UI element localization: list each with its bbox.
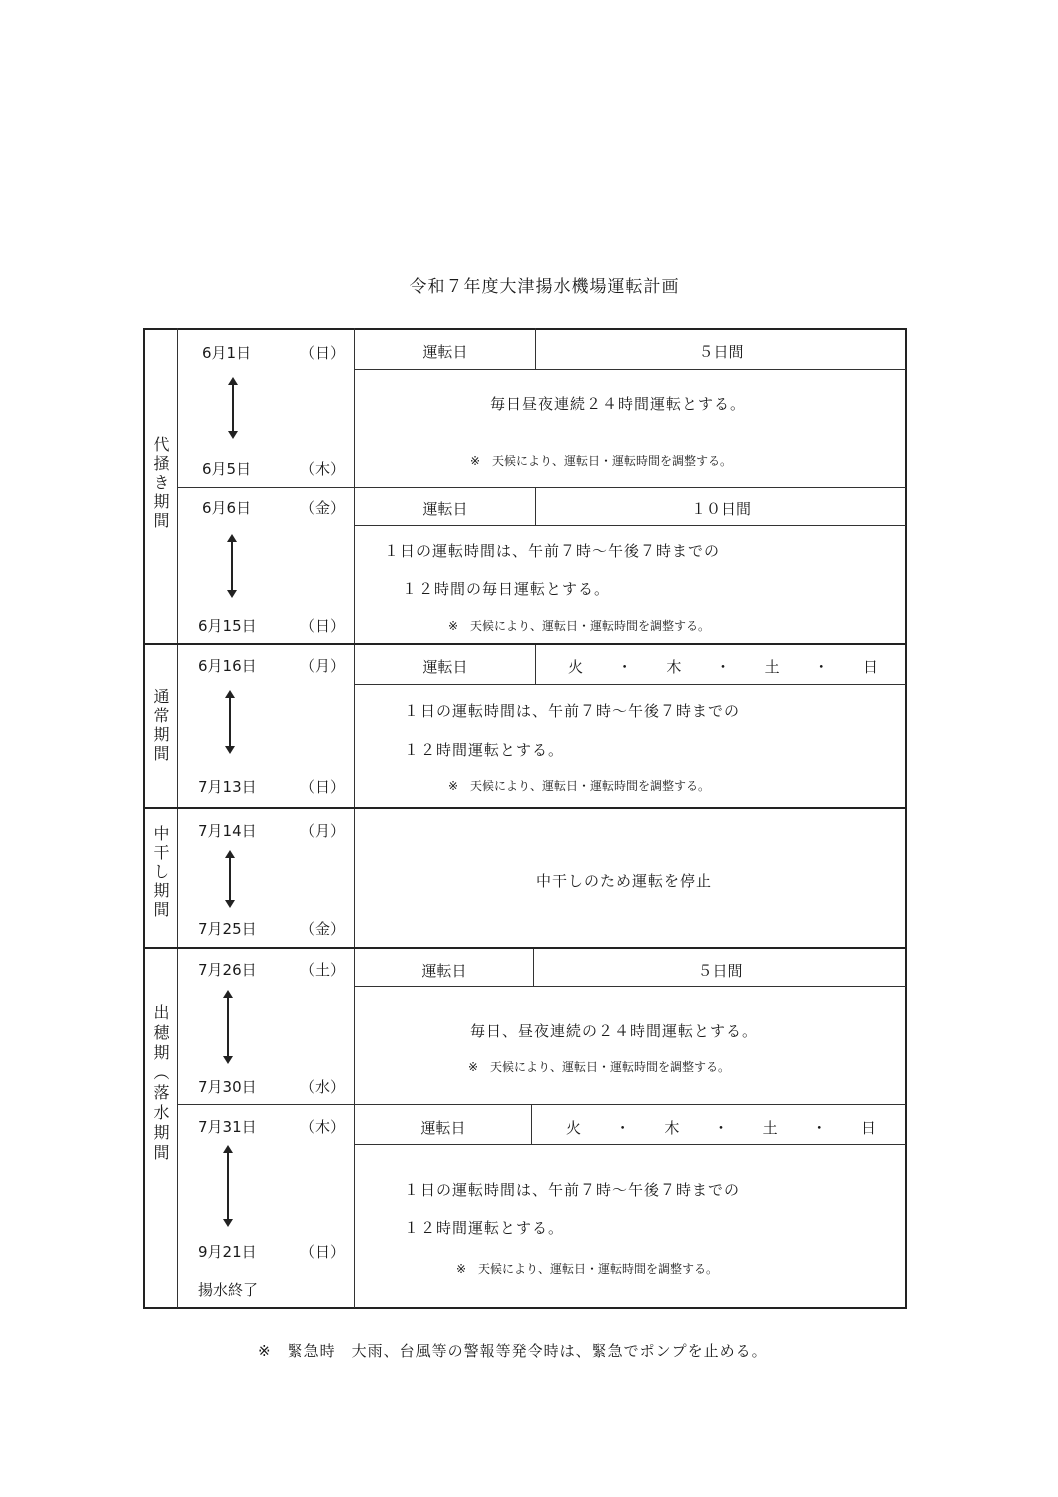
start-weekday: （金） <box>300 499 346 517</box>
period-range-arrow <box>224 850 236 908</box>
end-date: 7月30日 <box>198 1078 257 1096</box>
operation-days-label: 運転日 <box>421 962 467 980</box>
weekday-tue: 火 <box>566 1119 582 1137</box>
end-date: 6月5日 <box>202 460 252 478</box>
period-divider <box>143 947 907 949</box>
end-weekday: （日） <box>300 617 346 635</box>
end-date: 6月15日 <box>198 617 257 635</box>
weekday-separator: ・ <box>713 1119 729 1137</box>
period-label: 通常期間 <box>151 688 170 764</box>
operation-description: １日の運転時間は、午前７時～午後７時までの <box>384 542 721 560</box>
end-date: 7月13日 <box>198 778 257 796</box>
weekday-thu: 木 <box>664 1119 680 1137</box>
weekday-sun: 日 <box>862 658 878 676</box>
period-divider <box>143 643 907 645</box>
table-border-bottom <box>143 1307 907 1309</box>
start-weekday: （土） <box>300 961 346 979</box>
start-date: 7月14日 <box>198 822 257 840</box>
weekday-separator: ・ <box>617 658 633 676</box>
header-col-divider <box>535 645 536 684</box>
operation-description: １２時間の毎日運転とする。 <box>402 580 611 598</box>
operation-description: 毎日、昼夜連続の２４時間運転とする。 <box>470 1022 759 1040</box>
table-border-right <box>905 328 907 1309</box>
period-range-arrow <box>224 690 236 754</box>
weekday-separator: ・ <box>811 1119 827 1137</box>
operation-days-label: 運転日 <box>422 343 468 361</box>
start-date: 6月1日 <box>202 344 252 362</box>
operation-days-label: 運転日 <box>422 658 468 676</box>
period-divider <box>143 807 907 809</box>
end-weekday: （木） <box>300 460 346 478</box>
period-range-arrow <box>226 534 238 598</box>
weekday-thu: 木 <box>666 658 682 676</box>
weekday-sun: 日 <box>860 1119 876 1137</box>
weather-note: ※ 天候により、運転日・運転時間を調整する。 <box>470 454 733 468</box>
start-date: 6月6日 <box>202 499 252 517</box>
start-weekday: （木） <box>300 1118 346 1136</box>
weekday-separator: ・ <box>715 658 731 676</box>
table-border-top <box>143 328 907 330</box>
weekday-sat: 土 <box>764 658 780 676</box>
operation-description: １２時間運転とする。 <box>404 1219 565 1237</box>
period-label: 出穂期（落水期間 <box>151 1004 170 1164</box>
start-date: 7月26日 <box>198 961 257 979</box>
header-divider <box>354 369 906 370</box>
operation-days-value: ５日間 <box>697 962 743 980</box>
weekday-sat: 土 <box>762 1119 778 1137</box>
end-weekday: （日） <box>300 778 346 796</box>
operation-days-value: １０日間 <box>690 500 751 518</box>
operation-description: １２時間運転とする。 <box>404 741 565 759</box>
period-label: 代掻き期間 <box>151 436 170 531</box>
header-col-divider <box>531 1105 532 1144</box>
weather-note: ※ 天候により、運転日・運転時間を調整する。 <box>456 1262 719 1276</box>
operation-days-label: 運転日 <box>420 1119 466 1137</box>
page-title: 令和７年度大津揚水機場運転計画 <box>409 277 680 297</box>
row-divider <box>177 487 906 488</box>
weather-note: ※ 天候により、運転日・運転時間を調整する。 <box>468 1060 731 1074</box>
weekday-tue: 火 <box>568 658 584 676</box>
header-divider <box>354 986 906 987</box>
header-divider <box>354 525 906 526</box>
operation-weekdays <box>568 656 878 677</box>
operation-days-label: 運転日 <box>422 500 468 518</box>
column-divider <box>354 328 355 1308</box>
weekday-separator: ・ <box>615 1119 631 1137</box>
start-weekday: （月） <box>300 822 346 840</box>
operation-description: 中干しのため運転を停止 <box>536 872 713 890</box>
period-range-arrow <box>227 377 239 439</box>
start-weekday: （月） <box>300 657 346 675</box>
emergency-note: ※ 緊急時 大雨、台風等の警報等発令時は、緊急でポンプを止める。 <box>258 1342 768 1360</box>
end-date: 7月25日 <box>198 920 257 938</box>
weather-note: ※ 天候により、運転日・運転時間を調整する。 <box>448 779 711 793</box>
header-divider <box>354 1144 906 1145</box>
row-divider <box>177 1104 906 1105</box>
period-range-arrow <box>222 1145 234 1227</box>
period-range-arrow <box>222 990 234 1064</box>
start-date: 7月31日 <box>198 1118 257 1136</box>
end-weekday: （日） <box>300 1243 346 1261</box>
start-weekday: （日） <box>300 344 346 362</box>
operation-description: １日の運転時間は、午前７時～午後７時までの <box>404 1181 741 1199</box>
end-weekday: （水） <box>300 1078 346 1096</box>
operation-weekdays <box>566 1117 876 1138</box>
period-label: 中干し期間 <box>151 825 170 920</box>
start-date: 6月16日 <box>198 657 257 675</box>
end-weekday: （金） <box>300 920 346 938</box>
operation-description: １日の運転時間は、午前７時～午後７時までの <box>404 702 741 720</box>
operation-description: 毎日昼夜連続２４時間運転とする。 <box>490 395 747 413</box>
operation-days-value: ５日間 <box>698 343 744 361</box>
header-divider <box>354 684 906 685</box>
weather-note: ※ 天候により、運転日・運転時間を調整する。 <box>448 619 711 633</box>
table-border-left <box>143 328 145 1309</box>
pumping-end-label: 揚水終了 <box>198 1281 259 1299</box>
end-date: 9月21日 <box>198 1243 257 1261</box>
column-divider <box>177 328 178 1308</box>
weekday-separator: ・ <box>813 658 829 676</box>
